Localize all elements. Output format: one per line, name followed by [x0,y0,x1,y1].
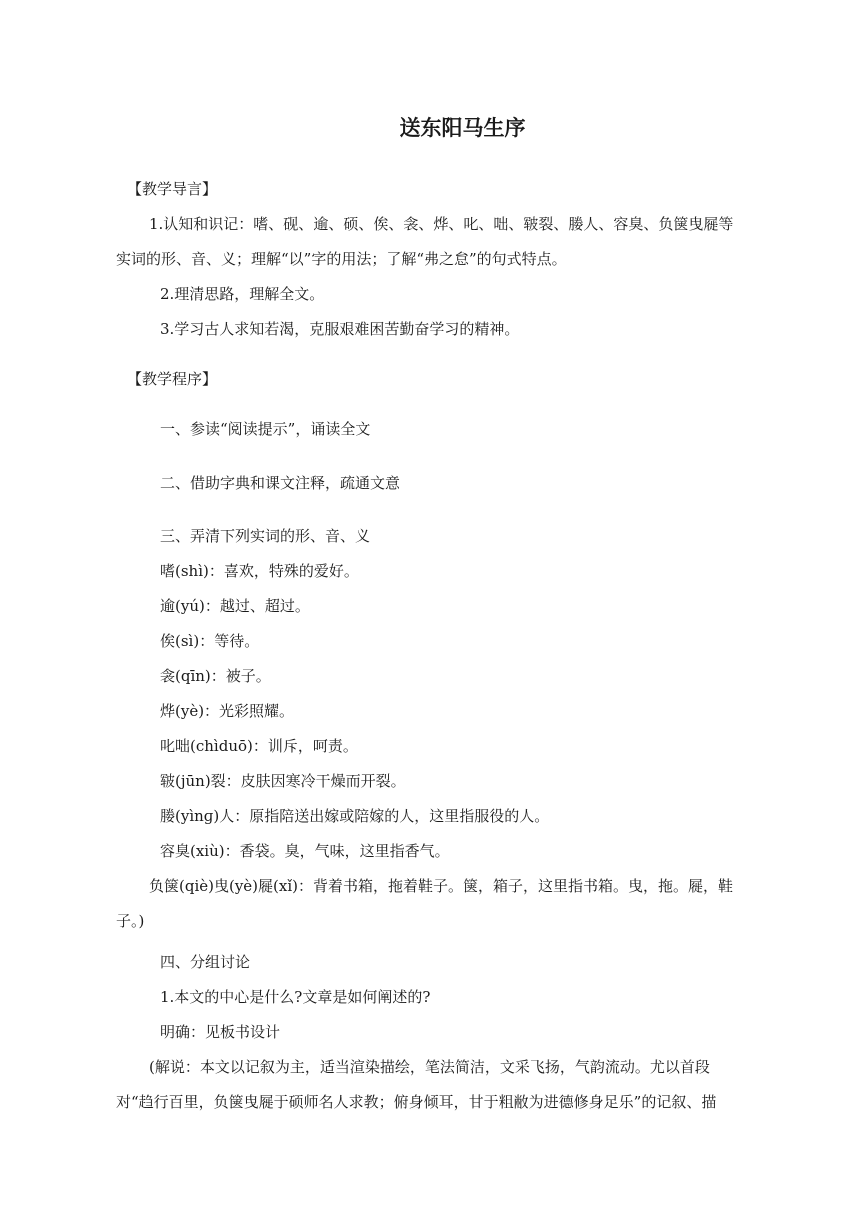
vocab-item: 叱咄(chìduō)：训斥，呵责。 [160,737,358,755]
vocab-item: 衾(qīn)：被子。 [160,667,271,685]
intro-item-1: 1.认知和识记：嗜、砚、逾、硕、俟、衾、烨、叱、咄、皲裂、媵人、容臭、负箧曳屣等实词的形、音、义；理解“以”字的用法；了解“弗之怠”的句式特点。 [116,215,734,268]
page-title: 送东阳马生序 [399,116,526,140]
intro-heading: 【教学导言】 [127,180,218,198]
procedure-heading: 【教学程序】 [127,370,218,388]
step-2: 二、借助字典和课文注释，疏通文意 [160,474,401,492]
step2-block [127,466,737,501]
step-3: 三、弄清下列实词的形、音、义 [160,527,371,545]
vocab-item: 负箧(qiè)曳(yè)屣(xǐ)：背着书箱，拖着鞋子。箧，箱子，这里指书箱。曳，拖。屣，鞋子。) [116,877,734,930]
vocab-item: 皲(jūn)裂：皮肤因寒冷干燥而开裂。 [160,772,406,790]
discussion-section [116,945,737,1120]
intro-item-2: 2.理清思路，理解全文。 [160,285,325,303]
vocab-item: 逾(yú)：越过、超过。 [160,597,310,615]
vocab-item: 俟(sì)：等待。 [160,632,260,650]
vocab-item: 容臭(xiù)：香袋。臭，气味，这里指香气。 [160,842,450,860]
step1-block [127,412,737,447]
vocab-item: 嗜(shì)：喜欢，特殊的爱好。 [160,562,359,580]
question-1: 1.本文的中心是什么?文章是如何阐述的? [160,988,431,1006]
vocab-item: 烨(yè)：光彩照耀。 [160,702,295,720]
vocab-item: 媵(yìnɡ)人：原指陪送出嫁或陪嫁的人，这里指服役的人。 [160,807,550,825]
intro-section [116,172,737,347]
answer: 明确：见板书设计 [160,1023,281,1041]
step-4: 四、分组讨论 [160,953,251,971]
procedure-heading-block [127,362,737,397]
step-1: 一、参读“阅读提示”，诵读全文 [160,420,371,438]
intro-item-3: 3.学习古人求知若渴，克服艰难困苦勤奋学习的精神。 [160,320,520,338]
explanation: (解说：本文以记叙为主，适当渲染描绘，笔法简洁，文采飞扬，气韵流动。尤以首段对“趋行百里，负箧曳屣于硕师名人求教；俯身倾耳，甘于粗敝为进德修身足乐”的记叙、描 [116,1058,717,1111]
vocab-section [116,519,737,939]
